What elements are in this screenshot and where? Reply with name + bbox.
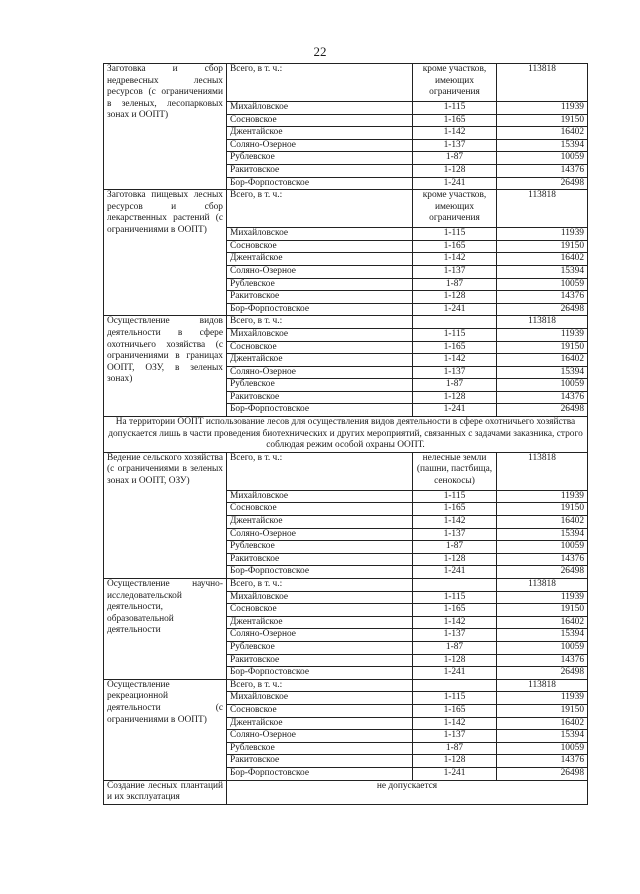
forestry-name: Джентайское	[227, 253, 413, 266]
forestry-area-value: 26498	[497, 667, 588, 680]
forestry-area-value: 15394	[497, 366, 588, 379]
forestry-name: Ракитовское	[227, 291, 413, 304]
forestry-area-value: 14376	[497, 391, 588, 404]
section-total-row	[104, 190, 588, 228]
total-area-note	[413, 679, 497, 692]
forestry-quarters: 1-142	[413, 253, 497, 266]
forestry-name: Сосновское	[227, 604, 413, 617]
forestry-name: Соляно-Озерное	[227, 139, 413, 152]
forestry-quarters: 1-128	[413, 391, 497, 404]
forestry-quarters: 1-137	[413, 730, 497, 743]
forestry-area-value: 16402	[497, 127, 588, 140]
forestry-quarters: 1-128	[413, 654, 497, 667]
forestry-area-value: 16402	[497, 616, 588, 629]
total-label: Всего, в т. ч.:	[227, 64, 413, 102]
forestry-name: Сосновское	[227, 114, 413, 127]
forestry-area-value: 10059	[497, 152, 588, 165]
forestry-quarters: 1-115	[413, 102, 497, 115]
forestry-quarters: 1-165	[413, 341, 497, 354]
forestry-name: Бор-Форпостовское	[227, 303, 413, 316]
forestry-area-value: 19150	[497, 604, 588, 617]
forestry-quarters: 1-241	[413, 303, 497, 316]
forestry-quarters: 1-87	[413, 641, 497, 654]
forestry-quarters: 1-87	[413, 379, 497, 392]
activity-cell: Ведение сельского хозяйства (с ограничениями в зеленых зонах и ООПТ, ОЗУ)	[104, 452, 227, 578]
forestry-name: Сосновское	[227, 704, 413, 717]
forestry-name: Джентайское	[227, 354, 413, 367]
activity-cell: Заготовка и сбор недревесных лесных ресурсов (с ограничениями в зеленых, лесопарковых зонах и ООПТ)	[104, 64, 227, 190]
final-row-text: не допускается	[227, 780, 588, 804]
forestry-area-value: 11939	[497, 228, 588, 241]
forestry-area-value: 14376	[497, 164, 588, 177]
total-label: Всего, в т. ч.:	[227, 452, 413, 490]
final-row	[104, 780, 588, 804]
forestry-area-value: 26498	[497, 404, 588, 417]
total-label: Всего, в т. ч.:	[227, 190, 413, 228]
note-row	[104, 417, 588, 453]
forestry-area-value: 11939	[497, 591, 588, 604]
forestry-name: Ракитовское	[227, 164, 413, 177]
forestry-quarters: 1-87	[413, 152, 497, 165]
section-total-row	[104, 64, 588, 102]
forestry-name: Михайловское	[227, 591, 413, 604]
forestry-name: Рублевское	[227, 742, 413, 755]
forestry-name: Ракитовское	[227, 391, 413, 404]
forestry-area-value: 10059	[497, 742, 588, 755]
forestry-quarters: 1-165	[413, 240, 497, 253]
forestry-quarters: 1-241	[413, 566, 497, 579]
forestry-area-value: 16402	[497, 253, 588, 266]
forestry-quarters: 1-165	[413, 114, 497, 127]
forestry-area-value: 10059	[497, 641, 588, 654]
forestry-quarters: 1-128	[413, 553, 497, 566]
section-total-row	[104, 679, 588, 692]
forestry-quarters: 1-115	[413, 328, 497, 341]
forestry-name: Ракитовское	[227, 654, 413, 667]
final-activity-cell: Создание лесных плантаций и их эксплуатация	[104, 780, 227, 804]
total-label: Всего, в т. ч.:	[227, 679, 413, 692]
forestry-area-value: 16402	[497, 354, 588, 367]
forestry-quarters: 1-128	[413, 291, 497, 304]
forestry-area-value: 10059	[497, 541, 588, 554]
section-total-row	[104, 316, 588, 329]
forestry-area-value: 11939	[497, 692, 588, 705]
activity-cell: Осуществление научно-исследовательской деятельности, образовательной деятельности	[104, 579, 227, 680]
forestry-quarters: 1-142	[413, 516, 497, 529]
forestry-area-value: 10059	[497, 278, 588, 291]
forestry-quarters: 1-142	[413, 616, 497, 629]
forestry-quarters: 1-115	[413, 490, 497, 503]
forestry-name: Михайловское	[227, 102, 413, 115]
forestry-quarters: 1-165	[413, 704, 497, 717]
forestry-area-value: 11939	[497, 490, 588, 503]
hunting-note: На территории ООПТ использование лесов для осуществления видов деятельности в сфере охотничьего хозяйства допускается лишь в части проведения биотехнических и других мероприятий, связанных с задачами заказника, строго соблюдая режим особой охраны ООПТ.	[104, 417, 588, 453]
forestry-name: Рублевское	[227, 379, 413, 392]
total-value: 113818	[497, 316, 588, 329]
section-total-row	[104, 452, 588, 490]
forestry-area-value: 14376	[497, 553, 588, 566]
forestry-name: Джентайское	[227, 616, 413, 629]
forestry-area-value: 15394	[497, 139, 588, 152]
forestry-area-value: 15394	[497, 730, 588, 743]
total-value: 113818	[497, 64, 588, 102]
forestry-name: Джентайское	[227, 516, 413, 529]
forestry-name: Соляно-Озерное	[227, 366, 413, 379]
forestry-quarters: 1-142	[413, 354, 497, 367]
total-value: 113818	[497, 579, 588, 592]
forestry-area-value: 16402	[497, 717, 588, 730]
forestry-quarters: 1-137	[413, 366, 497, 379]
forestry-area-value: 11939	[497, 102, 588, 115]
activity-cell: Осуществление видов деятельности в сфере охотничьего хозяйства (с ограничениями в границах ООПТ, ОЗУ, в зеленых зонах)	[104, 316, 227, 417]
total-area-note: кроме участков, имеющих ограничения	[413, 190, 497, 228]
forestry-area-value: 19150	[497, 240, 588, 253]
forestry-quarters: 1-241	[413, 404, 497, 417]
forestry-quarters: 1-115	[413, 591, 497, 604]
forestry-area-value: 14376	[497, 654, 588, 667]
section-total-row	[104, 579, 588, 592]
forestry-name: Бор-Форпостовское	[227, 566, 413, 579]
forestry-area-value: 15394	[497, 629, 588, 642]
total-label: Всего, в т. ч.:	[227, 316, 413, 329]
forestry-name: Соляно-Озерное	[227, 265, 413, 278]
forestry-area-value: 26498	[497, 566, 588, 579]
forestry-name: Михайловское	[227, 228, 413, 241]
forestry-quarters: 1-142	[413, 127, 497, 140]
forestry-name: Бор-Форпостовское	[227, 404, 413, 417]
forestry-name: Соляно-Озерное	[227, 730, 413, 743]
forestry-name: Михайловское	[227, 490, 413, 503]
total-area-note	[413, 579, 497, 592]
forestry-name: Ракитовское	[227, 755, 413, 768]
forestry-name: Соляно-Озерное	[227, 528, 413, 541]
forestry-name: Рублевское	[227, 541, 413, 554]
forestry-name: Михайловское	[227, 692, 413, 705]
forestry-area-value: 10059	[497, 379, 588, 392]
forestry-area-value: 19150	[497, 704, 588, 717]
forestry-name: Ракитовское	[227, 553, 413, 566]
page-number: 22	[313, 44, 327, 59]
forestry-quarters: 1-142	[413, 717, 497, 730]
forestry-quarters: 1-241	[413, 177, 497, 190]
forestry-quarters: 1-165	[413, 604, 497, 617]
total-area-note: нелесные земли (пашни, пастбища, сенокосы)	[413, 452, 497, 490]
forestry-quarters: 1-87	[413, 541, 497, 554]
forestry-name: Джентайское	[227, 127, 413, 140]
forestry-quarters: 1-137	[413, 528, 497, 541]
forestry-quarters: 1-128	[413, 755, 497, 768]
forestry-area-value: 26498	[497, 767, 588, 780]
forestry-quarters: 1-241	[413, 767, 497, 780]
forest-use-table	[103, 63, 588, 805]
forestry-name: Бор-Форпостовское	[227, 667, 413, 680]
forestry-area-value: 15394	[497, 265, 588, 278]
forestry-quarters: 1-87	[413, 278, 497, 291]
forestry-name: Сосновское	[227, 341, 413, 354]
forestry-name: Бор-Форпостовское	[227, 767, 413, 780]
forestry-area-value: 14376	[497, 291, 588, 304]
forest-use-table-body	[104, 64, 588, 805]
forestry-quarters: 1-115	[413, 692, 497, 705]
forestry-area-value: 11939	[497, 328, 588, 341]
forestry-name: Рублевское	[227, 641, 413, 654]
forestry-name: Рублевское	[227, 278, 413, 291]
forestry-quarters: 1-87	[413, 742, 497, 755]
total-value: 113818	[497, 190, 588, 228]
forestry-area-value: 16402	[497, 516, 588, 529]
forestry-quarters: 1-137	[413, 265, 497, 278]
forestry-quarters: 1-115	[413, 228, 497, 241]
forestry-name: Джентайское	[227, 717, 413, 730]
total-label: Всего, в т. ч.:	[227, 579, 413, 592]
forestry-area-value: 26498	[497, 177, 588, 190]
forestry-quarters: 1-128	[413, 164, 497, 177]
forestry-area-value: 19150	[497, 341, 588, 354]
forestry-name: Бор-Форпостовское	[227, 177, 413, 190]
forestry-area-value: 14376	[497, 755, 588, 768]
forestry-area-value: 15394	[497, 528, 588, 541]
forestry-quarters: 1-137	[413, 139, 497, 152]
activity-cell: Осуществление рекреационной деятельности (с ограничениями в ООПТ)	[104, 679, 227, 780]
forestry-area-value: 19150	[497, 503, 588, 516]
forestry-name: Сосновское	[227, 240, 413, 253]
forestry-area-value: 19150	[497, 114, 588, 127]
forestry-area-value: 26498	[497, 303, 588, 316]
forestry-name: Соляно-Озерное	[227, 629, 413, 642]
forestry-quarters: 1-137	[413, 629, 497, 642]
forestry-name: Михайловское	[227, 328, 413, 341]
forestry-quarters: 1-241	[413, 667, 497, 680]
forestry-name: Сосновское	[227, 503, 413, 516]
total-area-note: кроме участков, имеющих ограничения	[413, 64, 497, 102]
forestry-quarters: 1-165	[413, 503, 497, 516]
total-value: 113818	[497, 679, 588, 692]
forestry-name: Рублевское	[227, 152, 413, 165]
total-area-note	[413, 316, 497, 329]
total-value: 113818	[497, 452, 588, 490]
activity-cell: Заготовка пищевых лесных ресурсов и сбор лекарственных растений (с ограничениями в ООПТ)	[104, 190, 227, 316]
